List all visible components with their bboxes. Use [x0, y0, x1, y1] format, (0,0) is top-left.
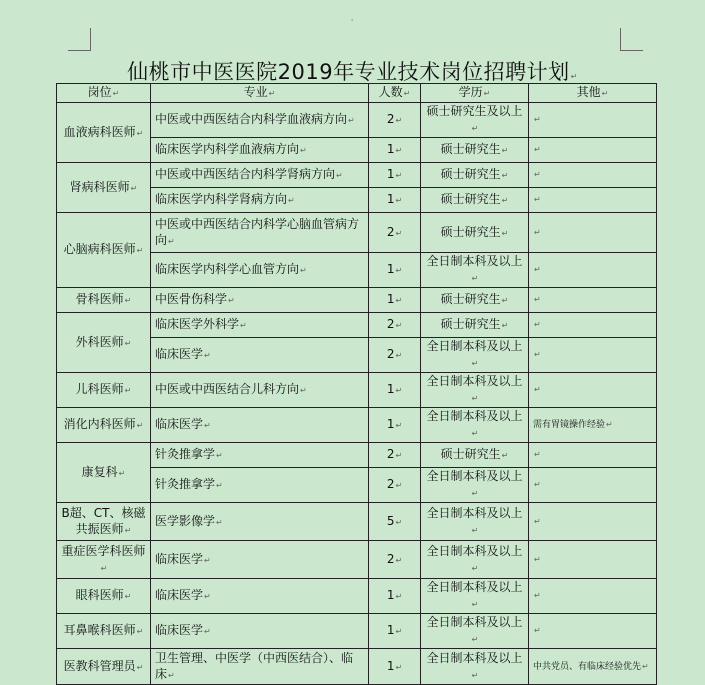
- major-cell: 临床医学内科学血液病方向↵: [151, 138, 369, 163]
- other-cell: ↵: [529, 253, 657, 288]
- count-cell: 1↵: [369, 188, 421, 213]
- table-row: [57, 579, 657, 614]
- major-cell: 临床医学↵: [151, 408, 369, 443]
- major-cell: 临床医学↵: [151, 579, 369, 614]
- major-cell: 中医或中西医结合内科学心脑血管病方向↵: [151, 213, 369, 253]
- table-row: [57, 288, 657, 313]
- count-cell: 1↵: [369, 253, 421, 288]
- header-position: 岗位↵: [57, 84, 151, 103]
- position-cell: 眼科医师↵: [57, 579, 151, 614]
- education-cell: 硕士研究生↵: [421, 188, 529, 213]
- major-cell: 临床医学↵: [151, 338, 369, 373]
- major-cell: 医学影像学↵: [151, 503, 369, 541]
- major-cell: 卫生管理、中医学（中西医结合）、临床↵: [151, 649, 369, 685]
- count-cell: 1↵: [369, 288, 421, 313]
- count-cell: 5↵: [369, 503, 421, 541]
- position-cell: 肾病科医师↵: [57, 163, 151, 213]
- count-cell: 1↵: [369, 408, 421, 443]
- major-cell: 临床医学外科学↵: [151, 313, 369, 338]
- header-other: 其他↵: [529, 84, 657, 103]
- other-cell: ↵: [529, 579, 657, 614]
- other-cell: ↵: [529, 188, 657, 213]
- header-major: 专业↵: [151, 84, 369, 103]
- major-cell: 针灸推拿学↵: [151, 443, 369, 468]
- major-cell: 临床医学内科学肾病方向↵: [151, 188, 369, 213]
- other-cell: ↵: [529, 138, 657, 163]
- other-cell: ↵: [529, 541, 657, 579]
- count-cell: 1↵: [369, 373, 421, 408]
- education-cell: 全日制本科及以上↵: [421, 253, 529, 288]
- table-row: [57, 541, 657, 579]
- major-cell: 中医或中西医结合内科学血液病方向↵: [151, 103, 369, 138]
- other-cell: ↵: [529, 313, 657, 338]
- education-cell: 全日制本科及以上↵: [421, 373, 529, 408]
- other-cell: 需有胃镜操作经验↵: [529, 408, 657, 443]
- header-education: 学历↵: [421, 84, 529, 103]
- major-cell: 临床医学↵: [151, 614, 369, 649]
- margin-corner-right: [620, 28, 643, 51]
- count-cell: 1↵: [369, 614, 421, 649]
- education-cell: 硕士研究生↵: [421, 138, 529, 163]
- education-cell: 硕士研究生及以上↵: [421, 103, 529, 138]
- table-row: [57, 408, 657, 443]
- other-cell: ↵: [529, 103, 657, 138]
- count-cell: 1↵: [369, 579, 421, 614]
- position-cell: 康复科↵: [57, 443, 151, 503]
- table-row: [57, 163, 657, 188]
- table-row: [57, 443, 657, 468]
- table-row: [57, 103, 657, 138]
- education-cell: 全日制本科及以上↵: [421, 614, 529, 649]
- education-cell: 硕士研究生↵: [421, 443, 529, 468]
- other-cell: 中共党员、有临床经验优先↵: [529, 649, 657, 685]
- count-cell: 2↵: [369, 213, 421, 253]
- table-header-row: [57, 84, 657, 103]
- major-cell: 中医骨伤科学↵: [151, 288, 369, 313]
- table-row: [57, 313, 657, 338]
- position-cell: 消化内科医师↵: [57, 408, 151, 443]
- table-row: [57, 213, 657, 253]
- major-cell: 针灸推拿学↵: [151, 468, 369, 503]
- education-cell: 全日制本科及以上↵: [421, 468, 529, 503]
- other-cell: ↵: [529, 468, 657, 503]
- count-cell: 1↵: [369, 138, 421, 163]
- position-cell: 骨科医师↵: [57, 288, 151, 313]
- other-cell: ↵: [529, 443, 657, 468]
- margin-corner-left: [68, 28, 91, 51]
- education-cell: 硕士研究生↵: [421, 213, 529, 253]
- count-cell: 2↵: [369, 313, 421, 338]
- other-cell: ↵: [529, 503, 657, 541]
- other-cell: ↵: [529, 373, 657, 408]
- major-cell: 临床医学↵: [151, 541, 369, 579]
- position-cell: 儿科医师↵: [57, 373, 151, 408]
- count-cell: 1↵: [369, 649, 421, 685]
- count-cell: 2↵: [369, 338, 421, 373]
- count-cell: 2↵: [369, 443, 421, 468]
- header-count: 人数↵: [369, 84, 421, 103]
- education-cell: 全日制本科及以上↵: [421, 649, 529, 685]
- table-row: [57, 373, 657, 408]
- count-cell: 1↵: [369, 163, 421, 188]
- page-top-mark: ': [351, 18, 354, 27]
- other-cell: ↵: [529, 163, 657, 188]
- education-cell: 全日制本科及以上↵: [421, 541, 529, 579]
- education-cell: 全日制本科及以上↵: [421, 338, 529, 373]
- table-row: [57, 649, 657, 685]
- education-cell: 全日制本科及以上↵: [421, 408, 529, 443]
- table-row: [57, 503, 657, 541]
- major-cell: 中医或中西医结合儿科方向↵: [151, 373, 369, 408]
- position-cell: 耳鼻喉科医师↵: [57, 614, 151, 649]
- other-cell: ↵: [529, 213, 657, 253]
- education-cell: 硕士研究生↵: [421, 313, 529, 338]
- count-cell: 2↵: [369, 103, 421, 138]
- major-cell: 中医或中西医结合内科学肾病方向↵: [151, 163, 369, 188]
- position-cell: 心脑病科医师↵: [57, 213, 151, 288]
- position-cell: 医教科管理员↵: [57, 649, 151, 685]
- education-cell: 全日制本科及以上↵: [421, 579, 529, 614]
- recruitment-table: [56, 83, 657, 685]
- education-cell: 硕士研究生↵: [421, 163, 529, 188]
- position-cell: 外科医师↵: [57, 313, 151, 373]
- other-cell: ↵: [529, 338, 657, 373]
- count-cell: 2↵: [369, 541, 421, 579]
- table-body: [57, 103, 657, 685]
- position-cell: B超、CT、核磁共振医师↵: [57, 503, 151, 541]
- position-cell: 重症医学科医师↵: [57, 541, 151, 579]
- count-cell: 2↵: [369, 468, 421, 503]
- education-cell: 硕士研究生↵: [421, 288, 529, 313]
- other-cell: ↵: [529, 288, 657, 313]
- major-cell: 临床医学内科学心血管方向↵: [151, 253, 369, 288]
- education-cell: 全日制本科及以上↵: [421, 503, 529, 541]
- document-title: 仙桃市中医医院2019年专业技术岗位招聘计划↵: [127, 60, 578, 84]
- position-cell: 血液病科医师↵: [57, 103, 151, 163]
- other-cell: ↵: [529, 614, 657, 649]
